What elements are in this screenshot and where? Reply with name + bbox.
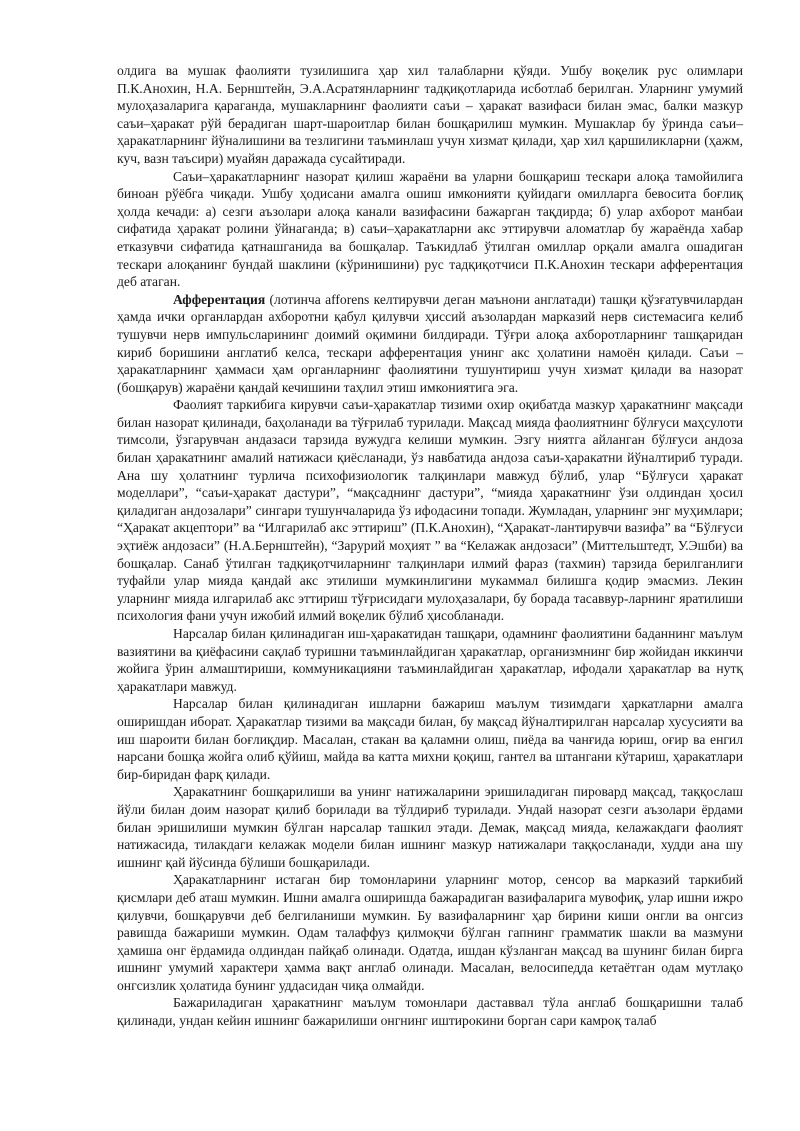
paragraph-2 xyxy=(117,168,743,291)
paragraph-6-text: Нарсалар билан қилинадиган ишларни бажариш маълум тизимдаги ҳаркатларни амалга оширишдан иборат. Ҳаракатлар тизими ва мақсади билан, бу мақсад йўналтирилган нарсалар хусусияти ва иш шароити билан боғлиқдир. Масалан, стакан ва қаламни олиш, пиёда ва чанғида юриш, оғир ва енгил нарсани бошқа жойга олиб қўйиш, майда ва катта михни қоқиш, гантел ва штангани кўтариш, ҳаракатлари бир-биридан фарқ қилади. xyxy=(117,696,743,782)
paragraph-7-text: Ҳаракатнинг бошқарилиши ва унинг натижаларини эришиладиган пировард мақсад, таққослаш йўли билан доим назорат қилиб борилади ва тўлдириб турилади. Ундай назорат сезги аъзолари ёрдами билан эришилиши мумкин бўлган нарсалар ташкил этади. Демак, мақсад мияда, келажакдаги фаолият натижасида, тилакдаги келажак модели билан ишнинг мазкур натижалари таққосланади, худди ана шу ишнинг қай йўсинда бўлиши бошқарилади. xyxy=(117,784,743,870)
paragraph-8-text: Ҳаракатларнинг истаган бир томонларини уларнинг мотор, сенсор ва марказий таркибий қисмлари деб аташ мумкин. Ишни амалга оширишда бажарадиган вазифаларига мувофиқ, улар ишни ижро қилувчи, бошқарувчи деб белгиланиши мумкин. Бу вазифаларнинг ҳар бирини киши онгли ва онгсиз равишда бажариши мумкин. Одам талаффуз қилмоқчи бўлган гапнинг грамматик шакли ва мазмуни ҳамиша онг ёрдамида олдиндан пайқаб олинади. Одатда, ишдан кўзланган мақсад ва шунинг билан бирга ишнинг умумий характери ҳамма вақт англаб олинади. Масалан, велосипедда кетаётган одам мутлақо онгсизлик ҳолатида бунинг уддасидан чиқа олмайди. xyxy=(117,872,743,993)
paragraph-4-text: Фаолият таркибига кирувчи саъи-ҳаракатлар тизими охир оқибатда мазкур ҳаракатнинг мақсади билан назорат қилинади, баҳоланади ва тўғрилаб турилади. Мақсад мияда фаолиятнинг бўлғуси маҳсулоти тимсоли, ўзгарувчан андазаси тарзида вужудга келиши мумкин. Эзгу ниятга айланган бўлғуси андоза билан ҳаракатнинг амалий натижаси қиёсланади, ўз навбатида андоза саъи-ҳаракатни йўналтириб туради. Ана шу ҳолатнинг турлича психофизиологик талқинлари мавжуд бўлиб, улар “Бўлғуси ҳаракат моделлари”, “саъи-ҳаракат дастури”, “мақсаднинг дастури”, “мияда ҳаракатнинг ўзи олдиндан ҳосил қиладиган андозалари” сингари тушунчаларида ўз ифодасини топади. Жумладан, уларнинг энг муҳимлари; “Ҳаракат акцептори” ва “Илгарилаб акс эттириш” (П.К.Анохин), “Ҳаракат-лантирувчи вазифа” ва “Бўлғуси эҳтиёж андозаси” (Н.А.Бернштейн), “Зарурий моҳият ” ва “Келажак андозаси” (Миттельштедт, У.Эшби) ва бошқалар. Санаб ўтилган тадқиқотчиларнинг талқинлари илмий фараз (тахмин) тарзида берилганлиги туфайли улар мияда қандай акс этилиши мумкинлигини мукаммал билишга қодир эмасмиз. Лекин уларнинг мияда илгарилаб акс эттириш тўғрисидаги мулоҳазалари, бу борада тасаввур-ларнинг яратилиши психология фани учун ижобий илмий воқелик бўлиб ҳисобланади. xyxy=(117,397,743,624)
paragraph-9 xyxy=(117,994,743,1029)
paragraph-7 xyxy=(117,783,743,871)
paragraph-3 xyxy=(117,291,743,397)
paragraph-3-text: (лотинча afforens келтирувчи деган маънони англатади) ташқи қўзғатувчилардан ҳамда ички органлардан ахборотни қабул қилувчи ҳиссий аъзолардан марказий нерв системасига келиб тушувчи нерв импульсларининг доимий оқимини билдиради. Тўғри алоқа ахборотларнинг ташқаридан кириб боришини англатиб келса, тескари афферентация унинг акс ҳолатини намоён қилади. Саъи – ҳаракатларнинг ҳаммаси ҳам органларнинг фаолиятини тушунтириш учун хизмат қилади ва назорат (бошқарув) жараёни қандай кечишини таҳлил этиш имкониятига эга. xyxy=(117,291,743,395)
paragraph-4 xyxy=(117,396,743,625)
paragraph-6 xyxy=(117,695,743,783)
paragraph-5-text: Нарсалар билан қилинадиган иш-ҳаракатидан ташқари, одамнинг фаолиятини баданнинг маълум вазиятини ва қиёфасини сақлаб туришни таъминлайдиган ҳаракатлар, организмнинг бир жойидан иккинчи жойига ўрин алмаштириши, коммуникацияни таъминлайдиган ҳаракатлар, ифодали ҳаракатлар ва нутқ ҳаракатлари мавжуд. xyxy=(117,626,743,694)
paragraph-1-text: олдига ва мушак фаолияти тузилишига ҳар хил талабларни қўяди. Ушбу воқелик рус олимлари П.К.Анохин, Н.А. Бернштейн, Э.А.Асратянларнинг тадқиқотларида исботлаб берилган. Уларнинг умумий мулоҳазаларига қараганда, мушакларнинг фаолияти саъи – ҳаракат вазифаси билан эмас, балки мазкур саъи–ҳаракат рўй берадиган шарт-шароитлар билан бошқарилиш мумкин. Мушаклар бу ўринда саъи– ҳаракатларнинг йўналишини ва тезлигини таъминлаш учун хизмат қилади, ҳар хил қаршиликларни (ҳажм, куч, вазн таъсири) муайян даражада сусайтиради. xyxy=(117,63,743,166)
paragraph-8 xyxy=(117,871,743,994)
document-page xyxy=(117,62,743,1030)
paragraph-9-text: Бажариладиган ҳаракатнинг маълум томонлари даставвал тўла англаб бошқаришни талаб қилинади, ундан кейин ишнинг бажарилиши онгнинг иштирокини борган сари камроқ талаб xyxy=(117,995,743,1029)
paragraph-2-text: Саъи–ҳаракатларнинг назорат қилиш жараёни ва уларни бошқариш тескари алоқа тамойилига биноан рўёбга чиқади. Ушбу ҳодисани амалга ошиш имконияти қуйидаги омилларга бевосита боғлиқ ҳолда кечади: а) сезги аъзолари алоқа канали вазифасини бажарган тақдирда; б) улар ахборот манбаи сифатида ҳаракат ролини ўйнаганда; в) саъи–ҳаракатларни акс эттирувчи аломатлар бу жараёнда хабар етказувчи сифатида қатнашганида ва бошқалар. Таъкидлаб ўтилган омиллар орқали амалга ошадиган тескари алоқанинг бундай шаклини (кўринишини) рус тадқиқотчиси П.К.Анохин тескари афферентация деб атаган. xyxy=(117,168,743,290)
paragraph-5 xyxy=(117,625,743,695)
term-afferentation: Афферентация xyxy=(173,291,266,307)
paragraph-1 xyxy=(117,62,743,168)
